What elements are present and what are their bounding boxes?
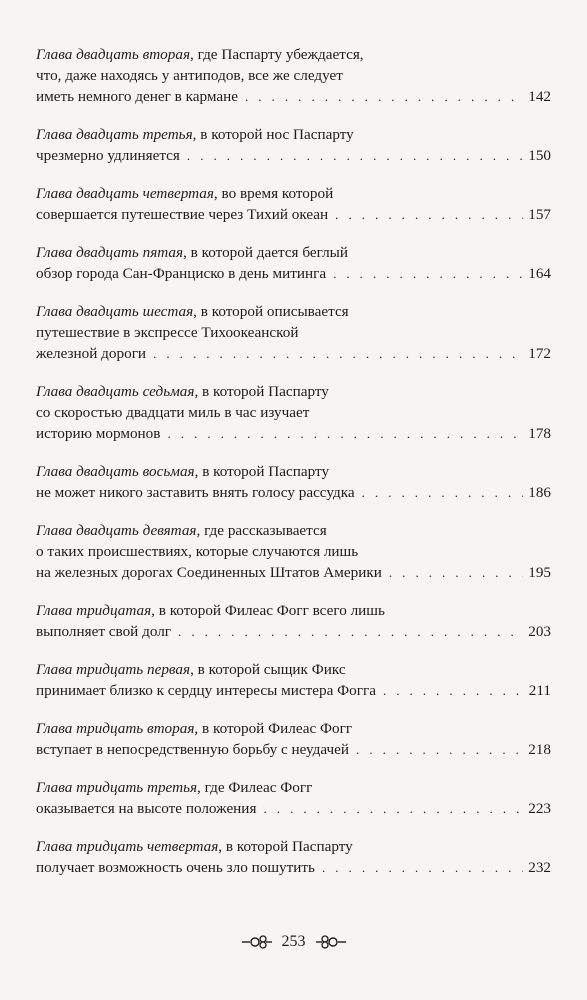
page-ref: 203 bbox=[528, 623, 551, 640]
page-ref: 218 bbox=[528, 741, 551, 758]
chapter-heading: Глава двадцать третья bbox=[36, 126, 193, 143]
toc-entry-first-line bbox=[36, 718, 551, 739]
toc-entry-last-line bbox=[36, 482, 551, 503]
chapter-title-line: что, даже находясь у антиподов, все же следует bbox=[36, 67, 343, 84]
chapter-title-start: , в которой Паспарту bbox=[194, 463, 330, 480]
dot-leader bbox=[153, 343, 523, 364]
chapter-title-start: , в которой сыщик Фикс bbox=[190, 661, 346, 678]
page-ref: 178 bbox=[528, 425, 551, 442]
toc-entry[interactable] bbox=[36, 777, 551, 819]
chapter-heading: Глава тридцать вторая bbox=[36, 720, 195, 737]
toc-entry-first-line bbox=[36, 301, 551, 322]
toc-entry-first-line bbox=[36, 777, 551, 798]
chapter-title-end: чрезмерно удлиняется bbox=[36, 147, 180, 164]
dot-leader bbox=[383, 680, 524, 701]
toc-entry-last-line bbox=[36, 423, 551, 444]
toc-entry[interactable] bbox=[36, 600, 551, 642]
chapter-title-end: оказывается на высоте положения bbox=[36, 800, 257, 817]
toc-entry[interactable] bbox=[36, 44, 551, 107]
page-ref: 223 bbox=[528, 800, 551, 817]
page-ref: 232 bbox=[528, 859, 551, 876]
chapter-heading: Глава тридцать четвертая bbox=[36, 838, 219, 855]
dot-leader bbox=[362, 482, 524, 503]
dot-leader bbox=[167, 423, 523, 444]
toc-entry-first-line bbox=[36, 242, 551, 263]
toc-entry-first-line bbox=[36, 183, 551, 204]
chapter-title-start: , во время которой bbox=[213, 185, 334, 202]
toc-entry-first-line bbox=[36, 600, 551, 621]
chapter-title-start: , где рассказывается bbox=[196, 522, 327, 539]
knot-ornament-icon bbox=[314, 934, 348, 950]
page-number: 253 bbox=[281, 933, 306, 950]
chapter-heading: Глава двадцать вторая bbox=[36, 46, 191, 63]
toc-entry-last-line bbox=[36, 343, 551, 364]
toc-entry-last-line bbox=[36, 857, 551, 878]
chapter-title-start: , в которой Паспарту bbox=[194, 383, 329, 400]
chapter-title-start: , в которой дается беглый bbox=[183, 244, 348, 261]
chapter-title-end: совершается путешествие через Тихий океан bbox=[36, 206, 329, 223]
toc-entry[interactable] bbox=[36, 836, 551, 878]
chapter-title-line: о таких происшествиях, которые случаются лишь bbox=[36, 543, 359, 560]
chapter-title-end: принимает близко к сердцу интересы мистера Фогга bbox=[36, 682, 376, 699]
chapter-title-start: , в которой Паспарту bbox=[218, 838, 353, 855]
page-ref: 211 bbox=[528, 682, 551, 699]
page-ref: 164 bbox=[528, 265, 551, 282]
dot-leader bbox=[178, 621, 523, 642]
dot-leader bbox=[245, 86, 523, 107]
chapter-heading: Глава тридцать третья bbox=[36, 779, 198, 796]
chapter-heading: Глава двадцать четвертая bbox=[36, 185, 214, 202]
chapter-title-end: не может никого заставить внять голосу рассудка bbox=[36, 484, 355, 501]
toc-entry-first-line bbox=[36, 461, 551, 482]
chapter-title-start: , в которой нос Паспарту bbox=[192, 126, 354, 143]
toc-entry-last-line bbox=[36, 263, 551, 284]
chapter-title-end: иметь немного денег в кармане bbox=[36, 88, 238, 105]
page-ref: 157 bbox=[528, 206, 551, 223]
toc-entry[interactable] bbox=[36, 461, 551, 503]
chapter-title-end: на железных дорогах Соединенных Штатов Америки bbox=[36, 564, 382, 581]
page-ref: 186 bbox=[528, 484, 551, 501]
chapter-title-end: получает возможность очень зло пошутить bbox=[36, 859, 315, 876]
chapter-title-line: со скоростью двадцати миль в час изучает bbox=[36, 404, 310, 421]
chapter-title-end: железной дороги bbox=[36, 345, 147, 362]
toc-entry-last-line bbox=[36, 86, 551, 107]
toc-entry[interactable] bbox=[36, 242, 551, 284]
chapter-title-start: , в которой описывается bbox=[193, 303, 349, 320]
page-footer bbox=[0, 933, 587, 951]
chapter-title-start: , где Филеас Фогг bbox=[197, 779, 313, 796]
dot-leader bbox=[333, 263, 523, 284]
chapter-title-line: путешествие в экспрессе Тихоокеанской bbox=[36, 324, 299, 341]
toc-entry[interactable] bbox=[36, 381, 551, 444]
dot-leader bbox=[335, 204, 523, 225]
dot-leader bbox=[356, 739, 523, 760]
chapter-heading: Глава двадцать шестая bbox=[36, 303, 194, 320]
knot-ornament-icon bbox=[240, 934, 274, 950]
page-ref: 172 bbox=[528, 345, 551, 362]
toc-entry-first-line bbox=[36, 44, 551, 65]
chapter-title-end: историю мормонов bbox=[36, 425, 161, 442]
dot-leader bbox=[263, 798, 523, 819]
toc-entry[interactable] bbox=[36, 301, 551, 364]
chapter-heading: Глава двадцать восьмая bbox=[36, 463, 195, 480]
page-ref: 150 bbox=[528, 147, 551, 164]
toc-entry-last-line bbox=[36, 562, 551, 583]
toc-entry-first-line bbox=[36, 124, 551, 145]
chapter-heading: Глава тридцать первая bbox=[36, 661, 191, 678]
toc-entry-first-line bbox=[36, 381, 551, 402]
chapter-title-end: выполняет свой долг bbox=[36, 623, 172, 640]
chapter-title-end: вступает в непосредственную борьбу с неудачей bbox=[36, 741, 350, 758]
chapter-heading: Глава тридцатая bbox=[36, 602, 152, 619]
chapter-heading: Глава двадцать пятая bbox=[36, 244, 184, 261]
dot-leader bbox=[187, 145, 523, 166]
toc-entry-last-line bbox=[36, 621, 551, 642]
toc-entry-first-line bbox=[36, 659, 551, 680]
toc-entry[interactable] bbox=[36, 520, 551, 583]
toc-entry-last-line bbox=[36, 798, 551, 819]
toc-entry-first-line bbox=[36, 520, 551, 541]
toc-entry-last-line bbox=[36, 204, 551, 225]
chapter-heading: Глава двадцать девятая bbox=[36, 522, 197, 539]
chapter-title-start: , в которой Филеас Фогг bbox=[194, 720, 353, 737]
toc-entry[interactable] bbox=[36, 659, 551, 701]
table-of-contents bbox=[36, 44, 551, 895]
chapter-title-start: , в которой Филеас Фогг всего лишь bbox=[151, 602, 385, 619]
chapter-title-end: обзор города Сан-Франциско в день митинга bbox=[36, 265, 327, 282]
chapter-heading: Глава двадцать седьмая bbox=[36, 383, 195, 400]
toc-entry-last-line bbox=[36, 145, 551, 166]
chapter-title-start: , где Паспарту убеждается, bbox=[190, 46, 364, 63]
toc-entry[interactable] bbox=[36, 183, 551, 225]
toc-entry-last-line bbox=[36, 739, 551, 760]
page-ref: 195 bbox=[528, 564, 551, 581]
toc-entry-last-line bbox=[36, 680, 551, 701]
toc-entry[interactable] bbox=[36, 718, 551, 760]
dot-leader bbox=[389, 562, 523, 583]
toc-entry[interactable] bbox=[36, 124, 551, 166]
page-ref: 142 bbox=[528, 88, 551, 105]
dot-leader bbox=[322, 857, 523, 878]
toc-entry-first-line bbox=[36, 836, 551, 857]
